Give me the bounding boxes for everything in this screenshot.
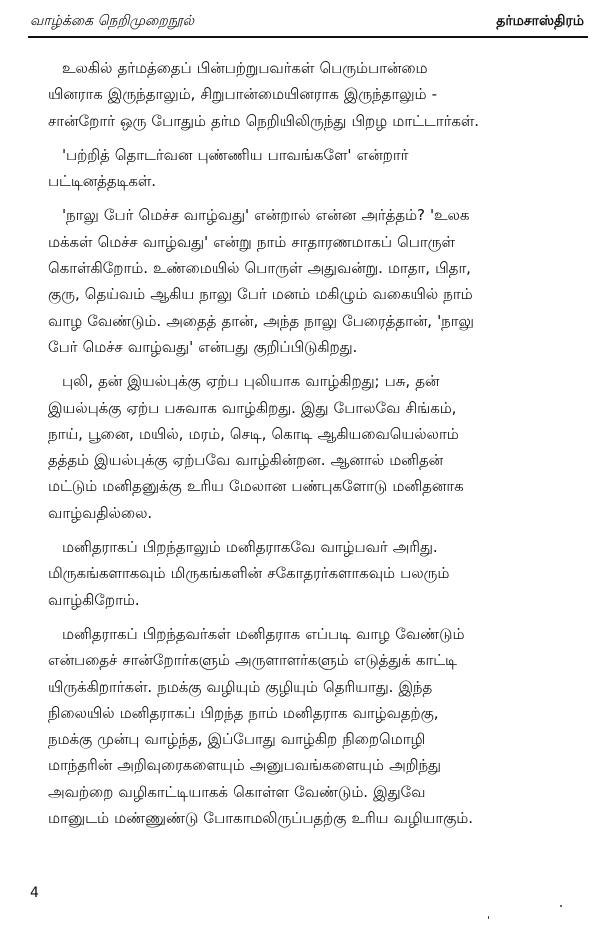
text-line: என்பதைச் சான்றோர்களும் அருளாளர்களும் எடுத்துக் காட்டி <box>48 651 457 670</box>
text-line: 'பற்றித் தொடர்வன புண்ணிய பாவங்களே' என்றார் <box>62 145 409 164</box>
text-line: அவற்றை வழிகாட்டியாகக் கொள்ள வேண்டும். இதுவே <box>48 782 426 801</box>
text-line: மட்டும் மனிதனுக்கு உரிய மேலான பண்புகளோடு மனிதனாக <box>48 477 464 496</box>
text-line: மாந்தரின் அறிவுரைகளையும் அனுபவங்களையும் அறிந்து <box>48 756 441 775</box>
text-line: வாழ்வதில்லை. <box>48 503 153 522</box>
paragraph-6 <box>48 621 590 831</box>
scan-speck <box>560 905 562 907</box>
text-line: தத்தம் இயல்புக்கு ஏற்பவே வாழ்கின்றன. ஆனால் மனிதன் <box>48 451 444 470</box>
paragraph-1 <box>48 55 590 134</box>
text-line: நமக்கு முன்பு வாழ்ந்த, இப்போது வாழ்கிற நிறைமொழி <box>48 730 426 749</box>
scan-speck <box>488 916 489 919</box>
text-line: வாழ வேண்டும். அதைத் தான், அந்த நாலு பேரைத்தான், 'நாலு <box>48 311 474 330</box>
text-line: யிருக்கிறார்கள். நமக்கு வழியும் குழியும் தெரியாது. இந்த <box>48 677 433 696</box>
text-line: நிலையில் மனிதராகப் பிறந்த நாம் மனிதராக வாழ்வதற்கு, <box>48 703 439 722</box>
text-line: புலி, தன் இயல்புக்கு ஏற்ப புலியாக வாழ்கிறது; பசு, தன் <box>62 372 440 391</box>
section-title: தர்மசாஸ்திரம் <box>496 13 584 29</box>
text-line: பட்டினத்தடிகள். <box>48 172 156 191</box>
body-text <box>48 55 590 839</box>
text-line: உலகில் தர்மத்தைப் பின்பற்றுபவர்கள் பெரும்பான்மை <box>62 59 428 77</box>
text-line: மனிதராகப் பிறந்தவர்கள் மனிதராக எப்படி வாழ வேண்டும் <box>62 624 465 643</box>
text-line: வாழ்கிறோம். <box>48 590 140 609</box>
header-divider <box>28 36 588 38</box>
text-line: 'நாலு பேர் மெச்ச வாழ்வது' என்றால் என்ன அர்த்தம்? 'உலக <box>62 206 470 225</box>
paragraph-2 <box>48 142 590 195</box>
running-header <box>28 10 588 36</box>
book-title: வாழ்க்கை நெறிமுறைநூல் <box>30 13 195 29</box>
text-line: யினராக இருந்தாலும், சிறுபான்மையினராக இருந்தாலும் - <box>48 85 437 104</box>
text-line: மானுடம் மண்ணுண்டு போகாமலிருப்பதற்கு உரிய வழியாகும். <box>48 809 473 828</box>
text-line: மிருகங்களாகவும் மிருகங்களின் சகோதரர்களாகவும் பலரும் <box>48 564 450 583</box>
paragraph-3 <box>48 202 590 360</box>
text-line: இயல்புக்கு ஏற்ப பசுவாக வாழ்கிறது. இது போலவே சிங்கம், <box>48 398 457 417</box>
page-number: 4 <box>30 885 39 901</box>
text-line: நாய், பூனை, மயில், மரம், செடி, கொடி ஆகியவையெல்லாம் <box>48 424 459 443</box>
text-line: சான்றோர் ஒரு போதும் தர்ம நெறியிலிருந்து பிறழ மாட்டார்கள். <box>48 111 479 130</box>
text-line: குரு, தெய்வம் ஆகிய நாலு பேர் மனம் மகிழும் வகையில் நாம் <box>48 285 473 304</box>
text-line: மக்கள் மெச்ச வாழ்வது' என்று நாம் சாதாரணமாகப் பொருள் <box>48 232 455 251</box>
text-line: பேர் மெச்ச வாழ்வது' என்பது குறிப்பிடுகிறது. <box>48 337 358 356</box>
text-line: கொள்கிறோம். உண்மையில் பொருள் அதுவன்று. மாதா, பிதா, <box>48 259 471 278</box>
paragraph-5 <box>48 534 590 613</box>
text-line: மனிதராகப் பிறந்தாலும் மனிதராகவே வாழ்பவர் அரிது. <box>62 538 438 557</box>
paragraph-4 <box>48 368 590 526</box>
